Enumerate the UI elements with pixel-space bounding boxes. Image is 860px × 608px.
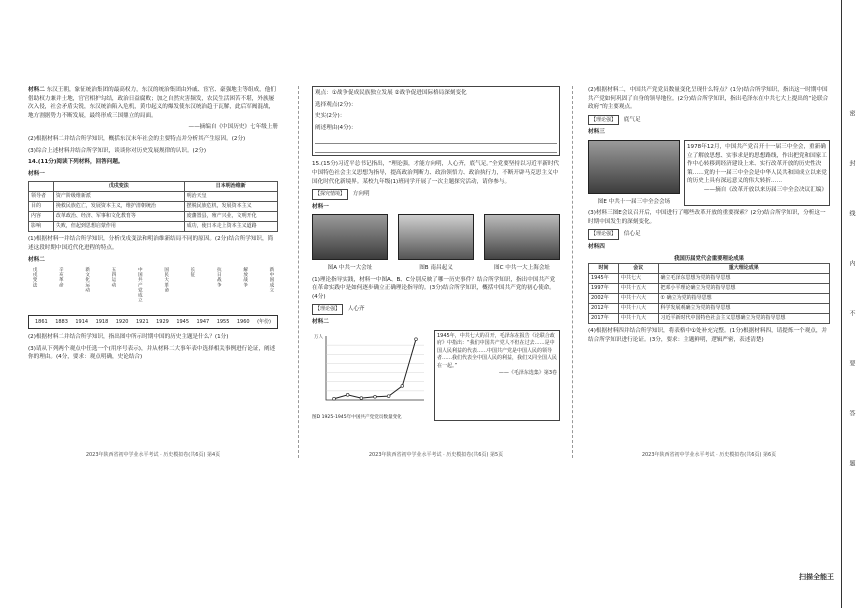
table-cell: 明治天皇 — [184, 192, 277, 202]
page-3-column — [588, 86, 830, 458]
timeline-axis — [28, 315, 278, 329]
question-title: 15.(15分)习近平总书记指出，“理论强，才能方向明，人心齐，底气足。”全党要坚持以习近平新时代中国特色社会主义思想为指导，提高政治判断力、政治领悟力、政治执行力，不断开辟马克思主义中国化时代化新境界。某校九年级(1)班同学开展了一次主题探究活动，请你参与。 — [312, 161, 560, 185]
timeline-year: 1883 — [55, 318, 68, 325]
inquiry-tag: 【探究情境】 — [312, 189, 348, 200]
table-cell: 挽救民族危亡，发展资本主义，维护清朝统治 — [53, 202, 184, 212]
timeline-events — [28, 267, 278, 313]
page-2-column — [312, 86, 560, 458]
note-box — [684, 140, 830, 206]
row-label: 领导者 — [29, 192, 54, 202]
table-header: 日本明治维新 — [184, 182, 277, 192]
material-label: 材料二 — [28, 256, 45, 263]
timeline-year: 1945 — [176, 318, 190, 325]
chart-and-quote — [312, 330, 560, 422]
note-source: ——摘自《改革开放以来历届三中全会决议汇编》 — [703, 186, 827, 193]
photo-figure — [588, 140, 680, 206]
fold-line — [572, 86, 573, 458]
timeline-event: 抗日战争 — [216, 267, 222, 288]
table-cell: 科学发展观确立为党的指导思想 — [658, 304, 829, 314]
material-label: 材料二 — [28, 87, 45, 93]
data-point — [401, 384, 404, 387]
table-row — [589, 304, 830, 314]
page-footer: 2023年陕西省初中学业水平考试 · 历史模拟卷(共6页) 第4页 — [85, 452, 221, 458]
table-title: 我国历届党代会重要理论成果 — [673, 255, 745, 262]
seal-char: 线 — [848, 210, 855, 216]
seal-char: 要 — [848, 360, 855, 366]
inquiry-tag: 【理论强】 — [312, 304, 343, 315]
table-cell: 资产阶级维新派 — [53, 192, 184, 202]
timeline-year: 1918 — [95, 318, 109, 325]
data-point — [374, 395, 377, 398]
question-text: (2)根据材料二并结合所学知识，指出图中所示时期中国的历史主题是什么？(1分) — [28, 334, 229, 341]
photo-caption: 图C 中共一大上海会址 — [493, 264, 551, 271]
scanner-watermark: 扫描全能王 — [799, 573, 834, 581]
table-row — [589, 294, 830, 304]
inquiry-topic: 方向明 — [352, 191, 370, 198]
table-cell: 失败，但起到思想启蒙作用 — [53, 222, 184, 232]
inquiry-tag: 【理论强】 — [588, 229, 619, 240]
question-text: (2)根据材料二并结合所学知识，概括东汉末年社会的主要特点并分析其产生原因。(2分) — [28, 135, 246, 142]
timeline-event: 解放战争 — [242, 267, 248, 288]
timeline-event: 新中国成立 — [268, 267, 274, 293]
photo-figure — [484, 214, 560, 272]
table-cell: 中共十六大 — [618, 294, 658, 304]
achievements-table — [588, 263, 830, 324]
quote-source: ——《毛泽东选集》第3卷 — [498, 370, 557, 376]
question-text: (4)根据材料四并结合所学知识，将表格中①处补充完整。(1分)根据材料四，请提炼一个观点，并结合所学知识进行论证。(3分，要求：主题鲜明，逻辑严密，表述清楚) — [588, 328, 828, 343]
membership-chart — [312, 330, 430, 422]
inquiry-topic: 人心齐 — [347, 306, 365, 313]
table-cell: 确立毛泽东思想为党的指导思想 — [658, 274, 829, 284]
table-cell: 2012年 — [589, 304, 619, 314]
material-label: 材料四 — [588, 243, 605, 250]
history-timeline — [28, 267, 278, 331]
answer-line — [315, 135, 557, 144]
material-label: 材料三 — [588, 129, 605, 136]
table-cell: ① 确立为党的指导思想 — [658, 294, 829, 304]
inquiry-tag: 【理论强】 — [588, 115, 619, 126]
table-row — [29, 202, 278, 212]
timeline-unit: (年份) — [257, 318, 271, 325]
photo-with-note — [588, 140, 830, 206]
timeline-event: 国民大革命 — [163, 267, 169, 293]
table-header: 时间 — [589, 264, 619, 274]
table-cell: 中共十五大 — [618, 284, 658, 294]
table-row — [29, 212, 278, 222]
table-cell: 2002年 — [589, 294, 619, 304]
table-cell: 2017年 — [589, 314, 619, 324]
table-cell: 1997年 — [589, 284, 619, 294]
photo-image — [312, 214, 388, 260]
table-header — [29, 182, 54, 192]
photo-row — [312, 214, 560, 272]
timeline-year: 1861 — [35, 318, 48, 325]
table-header: 重大理论成果 — [658, 264, 829, 274]
question-title: 14.(11分)阅读下列材料，回答问题。 — [28, 159, 124, 166]
line-chart-svg — [312, 330, 430, 412]
table-cell: 成功，使日本走上资本主义道路 — [184, 222, 277, 232]
photo-caption: 图E 中共十一届三中全会会场 — [597, 198, 671, 205]
fold-line — [298, 86, 299, 458]
data-point — [346, 393, 349, 396]
table-row — [29, 192, 278, 202]
binding-strip — [841, 0, 860, 608]
photo-image — [398, 214, 474, 260]
quote-box — [434, 330, 560, 422]
seal-char: 不 — [848, 310, 855, 316]
table-cell: 中共十八大 — [618, 304, 658, 314]
table-cell: 改革政治、经济、军事和文化教育等 — [53, 212, 184, 222]
seal-char: 封 — [848, 160, 855, 166]
exam-sheet — [20, 86, 829, 458]
table-cell: 中共十九大 — [618, 314, 658, 324]
page-footer: 2023年陕西省初中学业水平考试 · 历史模拟卷(共6页) 第6页 — [641, 452, 777, 458]
timeline-year: 1947 — [196, 318, 210, 325]
material-text: 东汉王朝，象征统治集团的最高权力，东汉的统治集团由外戚、宦官、豪强地主等组成，他们借助权力兼并土地，官官相护勾结，政治日益腐败；加之自然灾害频发，农民生活困苦不堪，外族屡次入侵，社会矛盾尖锐，东汉统治陷入危机，黄巾起义的爆发使东汉统治趋于瓦解，此后军阀混战，地方割据势力不断发展，最终形成三国鼎立的局面。 — [28, 87, 276, 119]
timeline-event: 中国共产党成立 — [137, 267, 143, 303]
question-text: (2)根据材料二，中国共产党党员数量变化呈现什么特点？(1分)结合所学知识，指出这一时期中国共产党如何巩固了自身的领导地位。(2分)结合所学知识，指出毛泽东在中共七大上提出的“论联合政府”的主要观点。 — [588, 87, 829, 111]
row-label: 目的 — [29, 202, 54, 212]
photo-caption: 图B 南昌起义 — [419, 264, 453, 271]
answer-row: 史实(2分)： — [315, 113, 346, 120]
chart-ylabel: 万人 — [314, 334, 323, 340]
answer-line — [315, 144, 557, 153]
seal-char: 密 — [848, 110, 855, 116]
question-text: (1)根据材料一并结合所学知识，分析戊戌变法和明治维新结局不同的原因。(2分)结合所学知识，简述这段时期中国近代化进程的特点。 — [28, 236, 274, 251]
timeline-year: 1929 — [156, 318, 169, 325]
timeline-year: 1914 — [75, 318, 89, 325]
data-point — [360, 396, 363, 399]
chart-title: 图D 1925-1945年中国共产党党员数量变化 — [312, 415, 402, 421]
data-point — [333, 397, 336, 400]
material-source: ——摘编自《中国历史》七年级上册 — [188, 124, 278, 131]
table-row — [589, 274, 830, 284]
inquiry-topic: 信心足 — [623, 231, 641, 238]
timeline-year: 1920 — [115, 318, 129, 325]
timeline-year: 1921 — [135, 318, 149, 325]
question-text: (3)综合上述材料并结合所学知识，谈谈你对历史发展规律的认识。(2分) — [28, 147, 207, 154]
table-row — [589, 284, 830, 294]
table-cell: 中共七大 — [618, 274, 658, 284]
answer-row: 阐述理由(4分)： — [315, 124, 357, 131]
timeline-event: 戊戌变法 — [32, 267, 37, 288]
table-row — [589, 314, 830, 324]
table-row — [29, 222, 278, 232]
viewpoint-text: 观点：①战争促成民族独立发展 ②战争促进国际格局深刻变化 — [315, 90, 467, 96]
photo-figure — [398, 214, 474, 272]
material-label: 材料二 — [312, 318, 329, 325]
photo-image — [588, 140, 680, 194]
table-cell: 废藩置县，殖产兴业，文明开化 — [184, 212, 277, 222]
data-point — [387, 394, 390, 397]
table-cell: 1945年 — [589, 274, 619, 284]
quote-text: 1945年，中共七大的召开，毛泽东在报告《论联合政府》中指出：“我们中国共产党人不但在过去……是中国人民利益的代表……中国共产党是中国人民的领导者……我们代表全中国人民的利益，我们又同全国人民在一起。” — [437, 332, 558, 369]
note-text: 1978年12月，中国共产党召开十一届三中全会，重新确立了解放思想、实事求是的思想路线，作出把党和国家工作中心转移到经济建设上来、实行改革开放的历史性决策……党的十一届三中全会是中华人民共和国成立以来党的历史上具有深远意义的伟大转折…… — [687, 143, 827, 185]
data-point — [415, 337, 418, 340]
inquiry-topic: 底气足 — [623, 116, 641, 123]
row-label: 影响 — [29, 222, 54, 232]
seal-char: 内 — [848, 260, 855, 266]
question-text: (3)材料三图E会议召开后，中国进行了哪些改革开放的重要探索？(2分)结合所学知识，分析这一时期中国发生的深刻变化。 — [588, 210, 826, 225]
timeline-year: 1960 — [236, 318, 250, 325]
seal-char: 题 — [848, 460, 855, 466]
table-header: 会议 — [618, 264, 658, 274]
timeline-year: 1955 — [216, 318, 230, 325]
table-cell: 把邓小平理论确立为党的指导思想 — [658, 284, 829, 294]
photo-figure — [312, 214, 388, 272]
question-text: (1)理论指导实践，材料一中图A、B、C分别反映了哪一历史事件？结合所学知识，指出中国共产党在革命实践中是如何逐步确立正确理论指导的。(3分)结合所学知识，概括中国共产党的初心使命。(4分) — [312, 276, 556, 300]
comparison-table — [28, 181, 278, 232]
row-label: 内容 — [29, 212, 54, 222]
material-label: 材料一 — [28, 170, 45, 177]
page-1-column — [28, 86, 278, 458]
chart-axes — [326, 336, 424, 400]
table-cell: 摆脱民族危机，发展资本主义 — [184, 202, 277, 212]
membership-line — [334, 339, 416, 399]
seal-char: 答 — [848, 410, 855, 416]
answer-box — [312, 86, 560, 156]
photo-image — [484, 214, 560, 260]
timeline-event: 新文化运动 — [84, 267, 90, 293]
timeline-event: 五四运动 — [110, 267, 116, 288]
question-text: (3)请从下列两个观点中任选一个(用序号表示)，并从材料二大事年表中选择相关事例进行论证，阐述你的理由。(4分，要求：观点明确，史论结合) — [28, 345, 276, 361]
table-header: 戊戌变法 — [53, 182, 184, 192]
timeline-event: 长征 — [189, 267, 195, 278]
answer-row: 选择观点(2分)： — [315, 101, 357, 108]
page-footer: 2023年陕西省初中学业水平考试 · 历史模拟卷(共6页) 第5页 — [368, 452, 504, 458]
photo-caption: 图A 中共一大会址 — [327, 264, 373, 271]
material-label: 材料一 — [312, 203, 329, 210]
timeline-event: 辛亥革命 — [58, 267, 64, 288]
table-cell: 习近平新时代中国特色社会主义思想确立为党的指导思想 — [658, 314, 829, 324]
